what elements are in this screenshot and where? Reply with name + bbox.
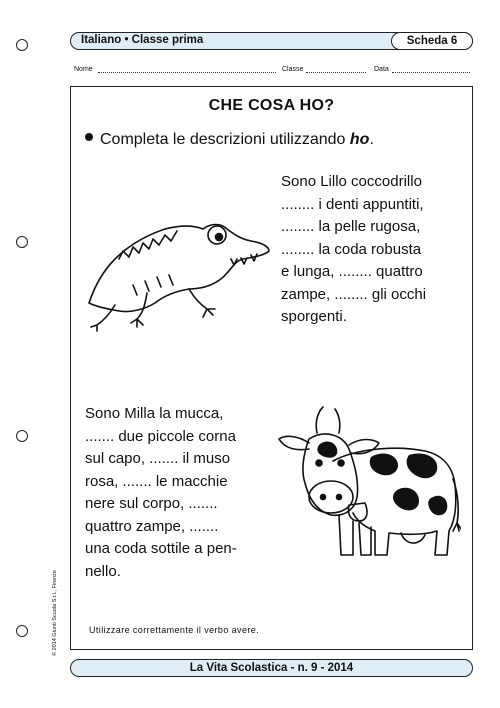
subject-label: Italiano • Classe prima xyxy=(81,34,204,46)
instruction-keyword: ho xyxy=(349,131,370,148)
crocodile-description: Sono Lillo coccodrillo ........ i denti appuntiti, ........ la pelle rugosa, ........ la coda robusta e lunga, ........ quattro zampe, ........ gli occhi sporgenti. xyxy=(281,173,427,325)
cow-illustration xyxy=(275,405,461,565)
date-field[interactable] xyxy=(392,72,470,73)
name-label: Nome xyxy=(74,66,93,73)
class-field[interactable] xyxy=(306,72,366,73)
instruction xyxy=(85,131,374,149)
binder-hole xyxy=(16,236,28,248)
instruction-period: . xyxy=(369,131,374,148)
binder-hole xyxy=(16,625,28,637)
bullet-icon xyxy=(85,133,93,141)
sheet-number-badge: Scheda 6 xyxy=(391,32,473,50)
header-bar xyxy=(70,32,473,50)
binder-hole xyxy=(16,39,28,51)
date-label: Data xyxy=(374,66,389,73)
copyright-credit: © 2014 Giunti Scuola S.r.l., Firenze xyxy=(52,570,58,656)
student-info-fields xyxy=(70,66,470,78)
cow-description: Sono Milla la mucca, ....... due piccole corna sul capo, ....... il muso rosa, ....... le macchie nere sul corpo, ....... quattro zampe, ....... una coda sottile a pen- nello. xyxy=(85,405,237,580)
class-label: Classe xyxy=(282,66,304,73)
name-field[interactable] xyxy=(98,72,276,73)
instruction-text: Completa le descrizioni utilizzando xyxy=(100,131,350,148)
crocodile-illustration xyxy=(85,185,271,333)
worksheet-frame xyxy=(70,86,473,650)
teacher-note: Utilizzare correttamente il verbo avere. xyxy=(89,625,260,635)
worksheet-title: CHE COSA HO? xyxy=(208,97,335,114)
binder-hole xyxy=(16,430,28,442)
footer-bar: La Vita Scolastica - n. 9 - 2014 xyxy=(70,659,473,677)
